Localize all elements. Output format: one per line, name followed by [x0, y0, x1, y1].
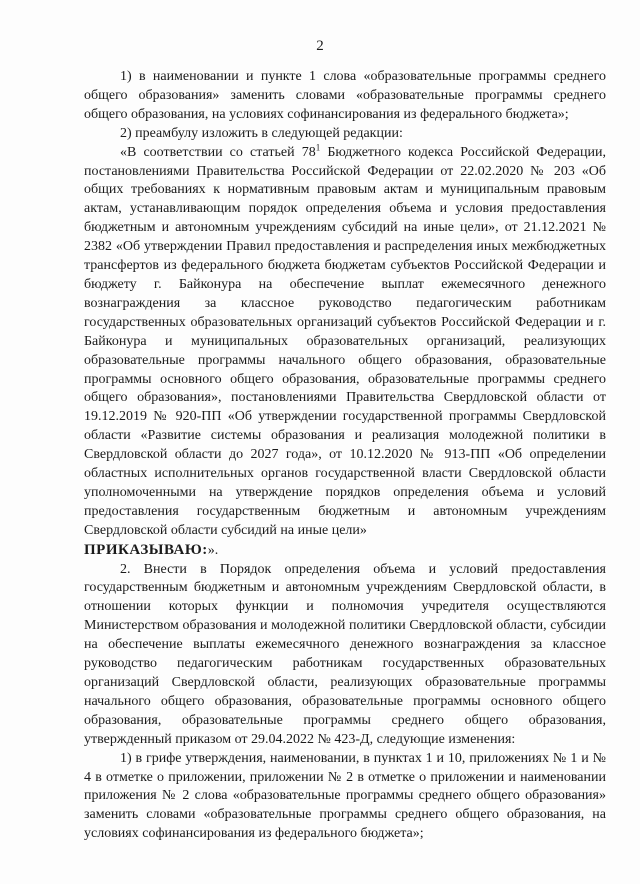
paragraph-preamble	[84, 141, 606, 541]
order-closing: ».	[207, 542, 219, 558]
paragraph-item-2: 2) преамбулу изложить в следующей редакции:	[120, 125, 403, 141]
preamble-start: «В соответствии со статьей 78	[120, 144, 316, 160]
document-body	[84, 68, 606, 844]
paragraph-section-2: 2. Внести в Порядок определения объема и условий предоставления государственным бюджетным и автономным учреждениям Свердловской области, в отношении которых функции и полномочия учредителя осуществляются Министерством образования и молодежной политики Свердловской области, субсидии на обеспечение выплаты ежемесячного денежного вознаграждения за классное руководство педагогическим работникам государственных образовательных организаций Свердловской области, реализующих образовательные программы начального общего образования, образовательные программы основного общего образования, образовательные программы среднего общего образования, утвержденный приказом от 29.04.2022 № 423-Д, следующие изменения:	[84, 561, 606, 747]
paragraph-subitem-1: 1) в грифе утверждения, наименовании, в пунктах 1 и 10, приложениях № 1 и № 4 в отметке о приложении, приложении № 2 в отметке о приложении и наименовании приложения № 2 слова «образовательные программы среднего общего образования» заменить словами «образовательные программы среднего общего образования, на условиях софинансирования из федерального бюджета»;	[84, 750, 606, 842]
article-superscript: 1	[315, 141, 321, 152]
paragraph-item-1: 1) в наименовании и пункте 1 слова «образовательные программы среднего общего образования» заменить словами «образовательные программы среднего общего образования, на условиях софинансирования из федерального бюджета»;	[84, 69, 606, 122]
preamble-rest: Бюджетного кодекса Российской Федерации, постановлениями Правительства Российской Федерации от 22.02.2020 № 203 «Об общих требованиях к нормативным правовым актам и муниципальным правовым актам, устанавливающим порядок определения объема и условия предоставления бюджетным и автономным учреждениям субсидий на иные цели», от 21.12.2021 № 2382 «Об утверждении Правил предоставления и распределения иных межбюджетных трансфертов из федерального бюджета бюджетам субъектов Российской Федерации и бюджету г. Байконура на обеспечение выплат ежемесячного денежного вознаграждения за классное руководство педагогическим работникам государственных образовательных организаций субъектов Российской Федерации и г. Байконура и муниципальных образовательных организаций, реализующих образовательные программы начального общего образования, образовательные программы основного общего образования, образовательные программы среднего общего образования», постановлениями Правительства Свердловской области от 19.12.2019 № 920-ПП «Об утверждении государственной программы Свердловской области «Развитие системы образования и реализация молодежной политики в Свердловской области до 2027 года», от 10.12.2020 № 913-ПП «Об определении областных исполнительных органов государственной власти Свердловской области уполномоченными на утверждение порядков определения объема и условий предоставления государственным бюджетным и автономным учреждениям Свердловской области субсидий на иные цели»	[84, 144, 606, 538]
page-number: 2	[316, 38, 324, 54]
order-word: ПРИКАЗЫВАЮ:	[84, 541, 208, 558]
order-line	[84, 541, 606, 561]
